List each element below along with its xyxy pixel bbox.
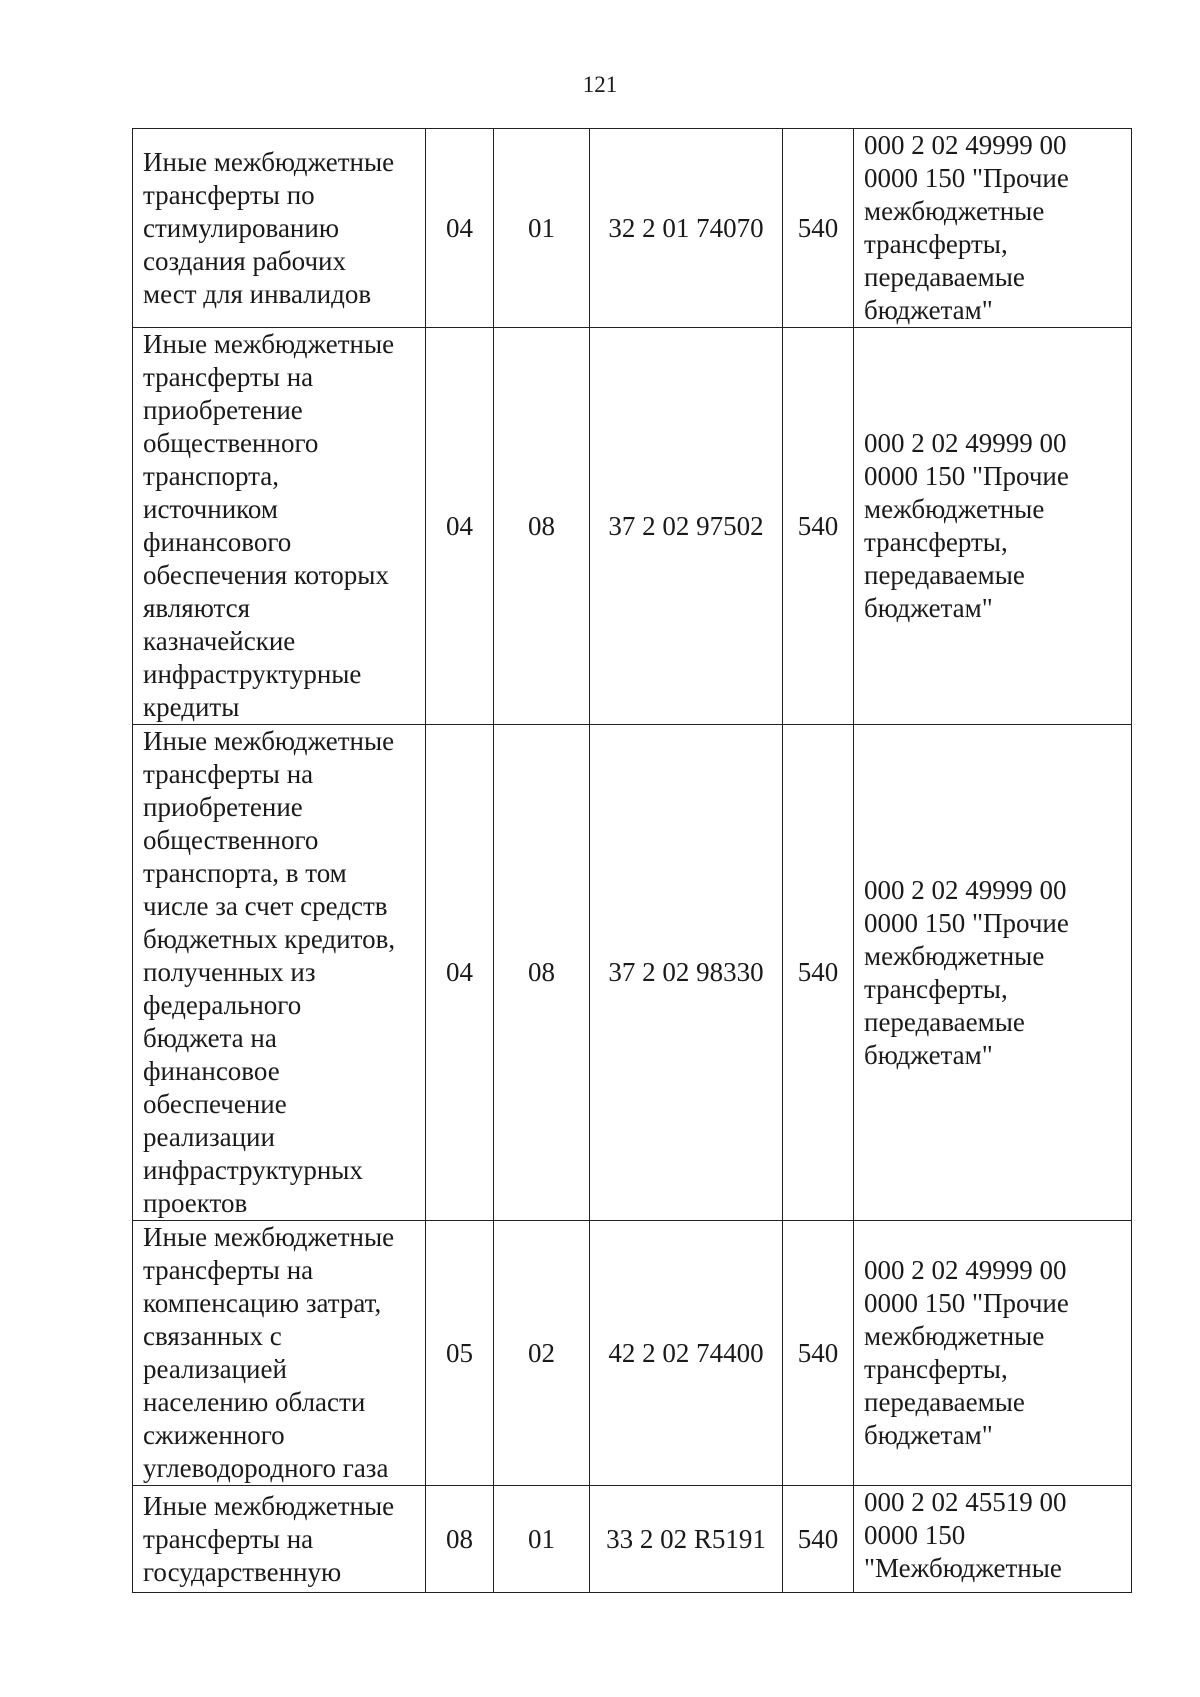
cell-text-line: бюджетных кредитов,	[143, 924, 396, 954]
cell-text-line: транспорта, в том	[143, 858, 347, 888]
cell-text-line: Иные межбюджетные	[143, 726, 395, 756]
target-code-cell: 37 2 02 98330	[590, 725, 783, 1221]
expense-type-cell: 540	[783, 725, 854, 1221]
cell-text-line: приобретение	[143, 792, 303, 822]
cell-text-line: являются	[143, 593, 251, 623]
section-cell: 08	[426, 1486, 494, 1593]
cell-text-line: трансферты на	[143, 1255, 314, 1285]
cell-text-line: реализации	[143, 1122, 275, 1152]
expense-name-cell	[133, 1486, 426, 1593]
cell-text-line: сжиженного	[143, 1420, 285, 1450]
cell-text-line: межбюджетные	[864, 494, 1045, 524]
cell-text-line: Иные межбюджетные	[143, 1490, 395, 1521]
expense-type-cell: 540	[783, 1486, 854, 1593]
cell-text-line: углеводородного газа	[143, 1453, 389, 1483]
revenue-code-cell	[854, 129, 1132, 328]
cell-text-line: транспорта,	[143, 461, 280, 491]
expense-type-cell: 540	[783, 328, 854, 725]
cell-text-line: 0000 150 "Прочие	[864, 461, 1069, 491]
target-code-cell: 32 2 01 74070	[590, 129, 783, 328]
cell-text-line: бюджетам"	[864, 593, 993, 623]
revenue-code-cell	[854, 1221, 1132, 1486]
cell-text-line: компенсацию затрат,	[143, 1288, 382, 1318]
cell-text-line: стимулированию	[143, 212, 340, 243]
cell-text-line: трансферты на	[143, 759, 314, 789]
expense-name-cell	[133, 328, 426, 725]
expense-name-cell	[133, 725, 426, 1221]
table-row	[133, 1221, 1132, 1486]
cell-text-line: обеспечения которых	[143, 560, 389, 590]
cell-text-line: трансферты,	[864, 973, 1008, 1004]
cell-text-line: 000 2 02 45519 00	[864, 1487, 1067, 1517]
cell-text-line: бюджета на	[143, 1023, 277, 1053]
cell-text-line: инфраструктурные	[143, 659, 362, 689]
cell-text-line: создания рабочих	[143, 245, 347, 276]
cell-text-line: населению области	[143, 1387, 366, 1417]
page-number: 121	[582, 72, 618, 97]
cell-text-line: обеспечение	[143, 1089, 287, 1119]
cell-text-line: трансферты по	[143, 179, 315, 210]
table-row	[133, 1486, 1132, 1593]
cell-text-line: приобретение	[143, 395, 303, 425]
cell-text-line: 0000 150	[864, 1520, 966, 1550]
section-cell: 05	[426, 1221, 494, 1486]
cell-text-line: Иные межбюджетные	[143, 1222, 395, 1252]
subsection-cell: 08	[494, 328, 590, 725]
section-cell: 04	[426, 725, 494, 1221]
cell-text-line: трансферты,	[864, 229, 1008, 259]
subsection-cell: 08	[494, 725, 590, 1221]
target-code-cell: 37 2 02 97502	[590, 328, 783, 725]
cell-text-line: межбюджетные	[864, 196, 1045, 226]
target-code-cell: 42 2 02 74400	[590, 1221, 783, 1486]
section-cell: 04	[426, 129, 494, 328]
cell-text-line: федерального	[143, 990, 302, 1020]
cell-text-line: бюджетам"	[864, 1039, 993, 1070]
cell-text-line: 000 2 02 49999 00	[864, 130, 1067, 160]
cell-text-line: 000 2 02 49999 00	[864, 1255, 1067, 1285]
cell-text-line: числе за счет средств	[143, 891, 388, 921]
cell-text-line: трансферты,	[864, 527, 1008, 557]
cell-text-line: "Межбюджетные	[864, 1553, 1062, 1583]
cell-text-line: реализацией	[143, 1354, 287, 1384]
cell-text-line: мест для инвалидов	[143, 278, 372, 309]
cell-text-line: общественного	[143, 428, 319, 458]
cell-text-line: 0000 150 "Прочие	[864, 1288, 1069, 1318]
cell-text-line: финансового	[143, 527, 292, 557]
revenue-code-cell	[854, 725, 1132, 1221]
subsection-cell: 01	[494, 129, 590, 328]
subsection-cell: 01	[494, 1486, 590, 1593]
target-code-cell: 33 2 02 R5191	[590, 1486, 783, 1593]
cell-text-line: передаваемые	[864, 262, 1025, 292]
cell-text-line: Иные межбюджетные	[143, 146, 395, 177]
cell-text-line: 000 2 02 49999 00	[864, 428, 1067, 458]
cell-text-line: связанных с	[143, 1321, 282, 1351]
cell-text-line: полученных из	[143, 957, 316, 987]
cell-text-line: государственную	[143, 1556, 342, 1587]
revenue-code-cell	[854, 328, 1132, 725]
cell-text-line: общественного	[143, 825, 319, 855]
table-row	[133, 129, 1132, 328]
cell-text-line: источником	[143, 494, 278, 524]
section-cell: 04	[426, 328, 494, 725]
cell-text-line: трансферты,	[864, 1354, 1008, 1384]
budget-table	[132, 128, 1132, 1593]
expense-type-cell: 540	[783, 1221, 854, 1486]
cell-text-line: бюджетам"	[864, 1420, 993, 1450]
expense-type-cell: 540	[783, 129, 854, 328]
cell-text-line: Иные межбюджетные	[143, 329, 395, 359]
cell-text-line: 0000 150 "Прочие	[864, 907, 1069, 938]
expense-name-cell	[133, 1221, 426, 1486]
table-row	[133, 725, 1132, 1221]
table-row	[133, 328, 1132, 725]
cell-text-line: трансферты на	[143, 1523, 314, 1554]
cell-text-line: 000 2 02 49999 00	[864, 874, 1067, 905]
cell-text-line: финансовое	[143, 1056, 280, 1086]
expense-name-cell	[133, 129, 426, 328]
cell-text-line: межбюджетные	[864, 1321, 1045, 1351]
cell-text-line: инфраструктурных	[143, 1155, 363, 1185]
subsection-cell: 02	[494, 1221, 590, 1486]
cell-text-line: бюджетам"	[864, 295, 993, 325]
cell-text-line: казначейские	[143, 626, 296, 656]
revenue-code-cell	[854, 1486, 1132, 1593]
cell-text-line: передаваемые	[864, 1387, 1025, 1417]
cell-text-line: межбюджетные	[864, 940, 1045, 971]
cell-text-line: передаваемые	[864, 1006, 1025, 1037]
cell-text-line: 0000 150 "Прочие	[864, 163, 1069, 193]
cell-text-line: проектов	[143, 1188, 248, 1218]
cell-text-line: передаваемые	[864, 560, 1025, 590]
cell-text-line: кредиты	[143, 692, 240, 722]
cell-text-line: трансферты на	[143, 362, 314, 392]
